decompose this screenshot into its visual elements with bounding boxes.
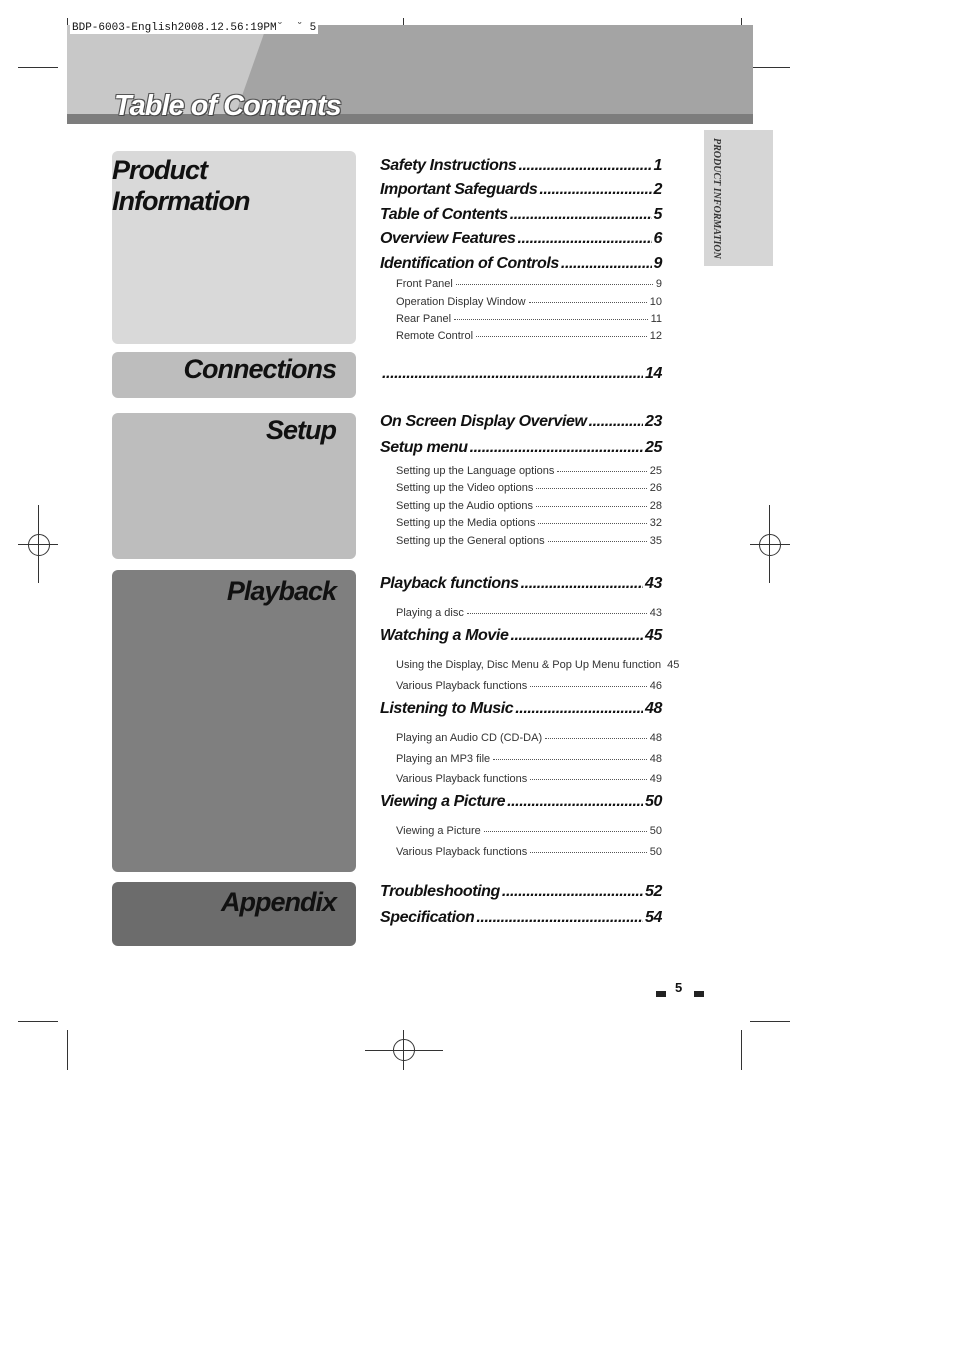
- toc-entry[interactable]: Playback functions ..... 43: [380, 575, 662, 593]
- toc-subentry[interactable]: Various Playback functions 49: [396, 773, 662, 785]
- page-title: Table of Contents: [114, 90, 341, 122]
- toc-entry[interactable]: Table of Contents ..... 5: [380, 206, 662, 224]
- registration-mark-icon: [759, 534, 781, 556]
- toc-subentry[interactable]: Playing an Audio CD (CD-DA) 48: [396, 732, 662, 744]
- toc-subentry[interactable]: Front Panel 9: [396, 278, 662, 290]
- toc-subentry[interactable]: Viewing a Picture 50: [396, 825, 662, 837]
- page-number: 5: [675, 980, 683, 995]
- toc-entry[interactable]: Specification ..... 54: [380, 909, 662, 927]
- toc-subentry[interactable]: Operation Display Window 10: [396, 296, 662, 308]
- toc-subentry[interactable]: Playing an MP3 file 48: [396, 753, 662, 765]
- section-playback: [112, 570, 356, 872]
- section-connections: [112, 352, 356, 398]
- toc-entry[interactable]: Important Safeguards ..... 2: [380, 181, 662, 199]
- toc-subentry[interactable]: Setting up the General options 35: [396, 535, 662, 547]
- page-marker-icon: [656, 991, 666, 997]
- registration-line: [769, 505, 770, 583]
- toc-entry[interactable]: Troubleshooting ..... 52: [380, 883, 662, 901]
- toc-subentry[interactable]: Remote Control 12: [396, 330, 662, 342]
- toc-entry[interactable]: On Screen Display Overview ..... 23: [380, 413, 662, 431]
- registration-line: [403, 1030, 404, 1070]
- toc-subentry[interactable]: Setting up the Video options 26: [396, 482, 662, 494]
- toc-subentry[interactable]: Setting up the Language options 25: [396, 465, 662, 477]
- page-marker-icon: [694, 991, 704, 997]
- toc-entry[interactable]: Viewing a Picture ..... 50: [380, 793, 662, 811]
- section-title: Setup: [265, 415, 336, 445]
- toc-entry[interactable]: Watching a Movie ..... 45: [380, 627, 662, 645]
- toc-entry[interactable]: Identification of Controls ..... 9: [380, 255, 662, 273]
- print-slug: BDP-6003-English2008.12.56:19PM˘ ˘ 5: [72, 22, 317, 34]
- section-appendix: [112, 882, 356, 946]
- toc-entry[interactable]: Overview Features ..... 6: [380, 230, 662, 248]
- section-title: Connections: [183, 354, 336, 384]
- section-title: Product Information: [112, 155, 250, 216]
- crop-mark: [18, 67, 58, 68]
- section-title: Appendix: [220, 887, 336, 917]
- toc-subentry[interactable]: Setting up the Media options 32: [396, 517, 662, 529]
- toc-subentry[interactable]: Playing a disc 43: [396, 607, 662, 619]
- registration-mark-icon: [28, 534, 50, 556]
- toc-entry[interactable]: Safety Instructions ..... 1: [380, 157, 662, 175]
- toc-subentry[interactable]: Rear Panel 11: [396, 313, 662, 325]
- section-title: Playback: [226, 576, 336, 606]
- section-product-information: [112, 151, 356, 344]
- toc-subentry[interactable]: Various Playback functions 46: [396, 680, 662, 692]
- toc-subentry[interactable]: Setting up the Audio options 28: [396, 500, 662, 512]
- side-tab: [704, 130, 773, 266]
- section-setup: [112, 413, 356, 559]
- registration-line: [38, 505, 39, 583]
- side-tab-label: PRODUCT INFORMATION: [711, 138, 722, 259]
- toc-entry[interactable]: Listening to Music ..... 48: [380, 700, 662, 718]
- toc-entry-connections[interactable]: ..... 14: [380, 365, 662, 383]
- crop-mark: [750, 1021, 790, 1022]
- crop-mark: [750, 67, 790, 68]
- registration-line: [365, 1050, 443, 1051]
- crop-mark: [18, 1021, 58, 1022]
- toc-entry[interactable]: Setup menu ..... 25: [380, 439, 662, 457]
- registration-line: [750, 544, 790, 545]
- crop-mark: [67, 1030, 68, 1070]
- toc-subentry[interactable]: Using the Display, Disc Menu & Pop Up Menu function 45: [396, 659, 680, 671]
- crop-mark: [741, 1030, 742, 1070]
- toc-subentry[interactable]: Various Playback functions 50: [396, 846, 662, 858]
